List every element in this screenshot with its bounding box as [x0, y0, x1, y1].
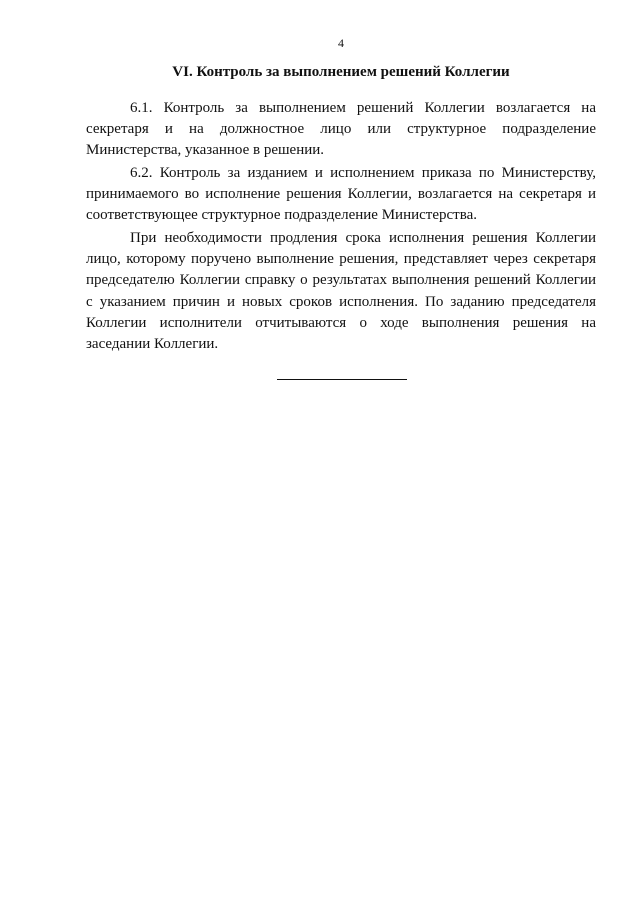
end-of-document-line [277, 379, 407, 380]
section-body [86, 98, 596, 357]
paragraph-6-1: 6.1. Контроль за выполнением решений Коллегии возлагается на секретаря и на должностное лицо или структурное подразделение Министерства, указанное в решении. [86, 100, 596, 159]
paragraph-extension: При необходимости продления срока исполнения решения Коллегии лицо, которому поручено выполнение решения, представляет через секретаря председателю Коллегии справку о результатах выполнения решений Коллегии с указанием причин и новых сроков исполнения. По заданию председателя Коллегии исполнители отчитываются о ходе выполнения решения на заседании Коллегии. [86, 230, 596, 353]
page-number: 4 [338, 36, 344, 50]
paragraph-6-2: 6.2. Контроль за изданием и исполнением приказа по Министерству, принимаемого во исполнение решения Коллегии, возлагается на секретаря и соответствующее структурное подразделение Министерства. [86, 165, 596, 224]
section-title: VI. Контроль за выполнением решений Коллегии [172, 64, 510, 80]
